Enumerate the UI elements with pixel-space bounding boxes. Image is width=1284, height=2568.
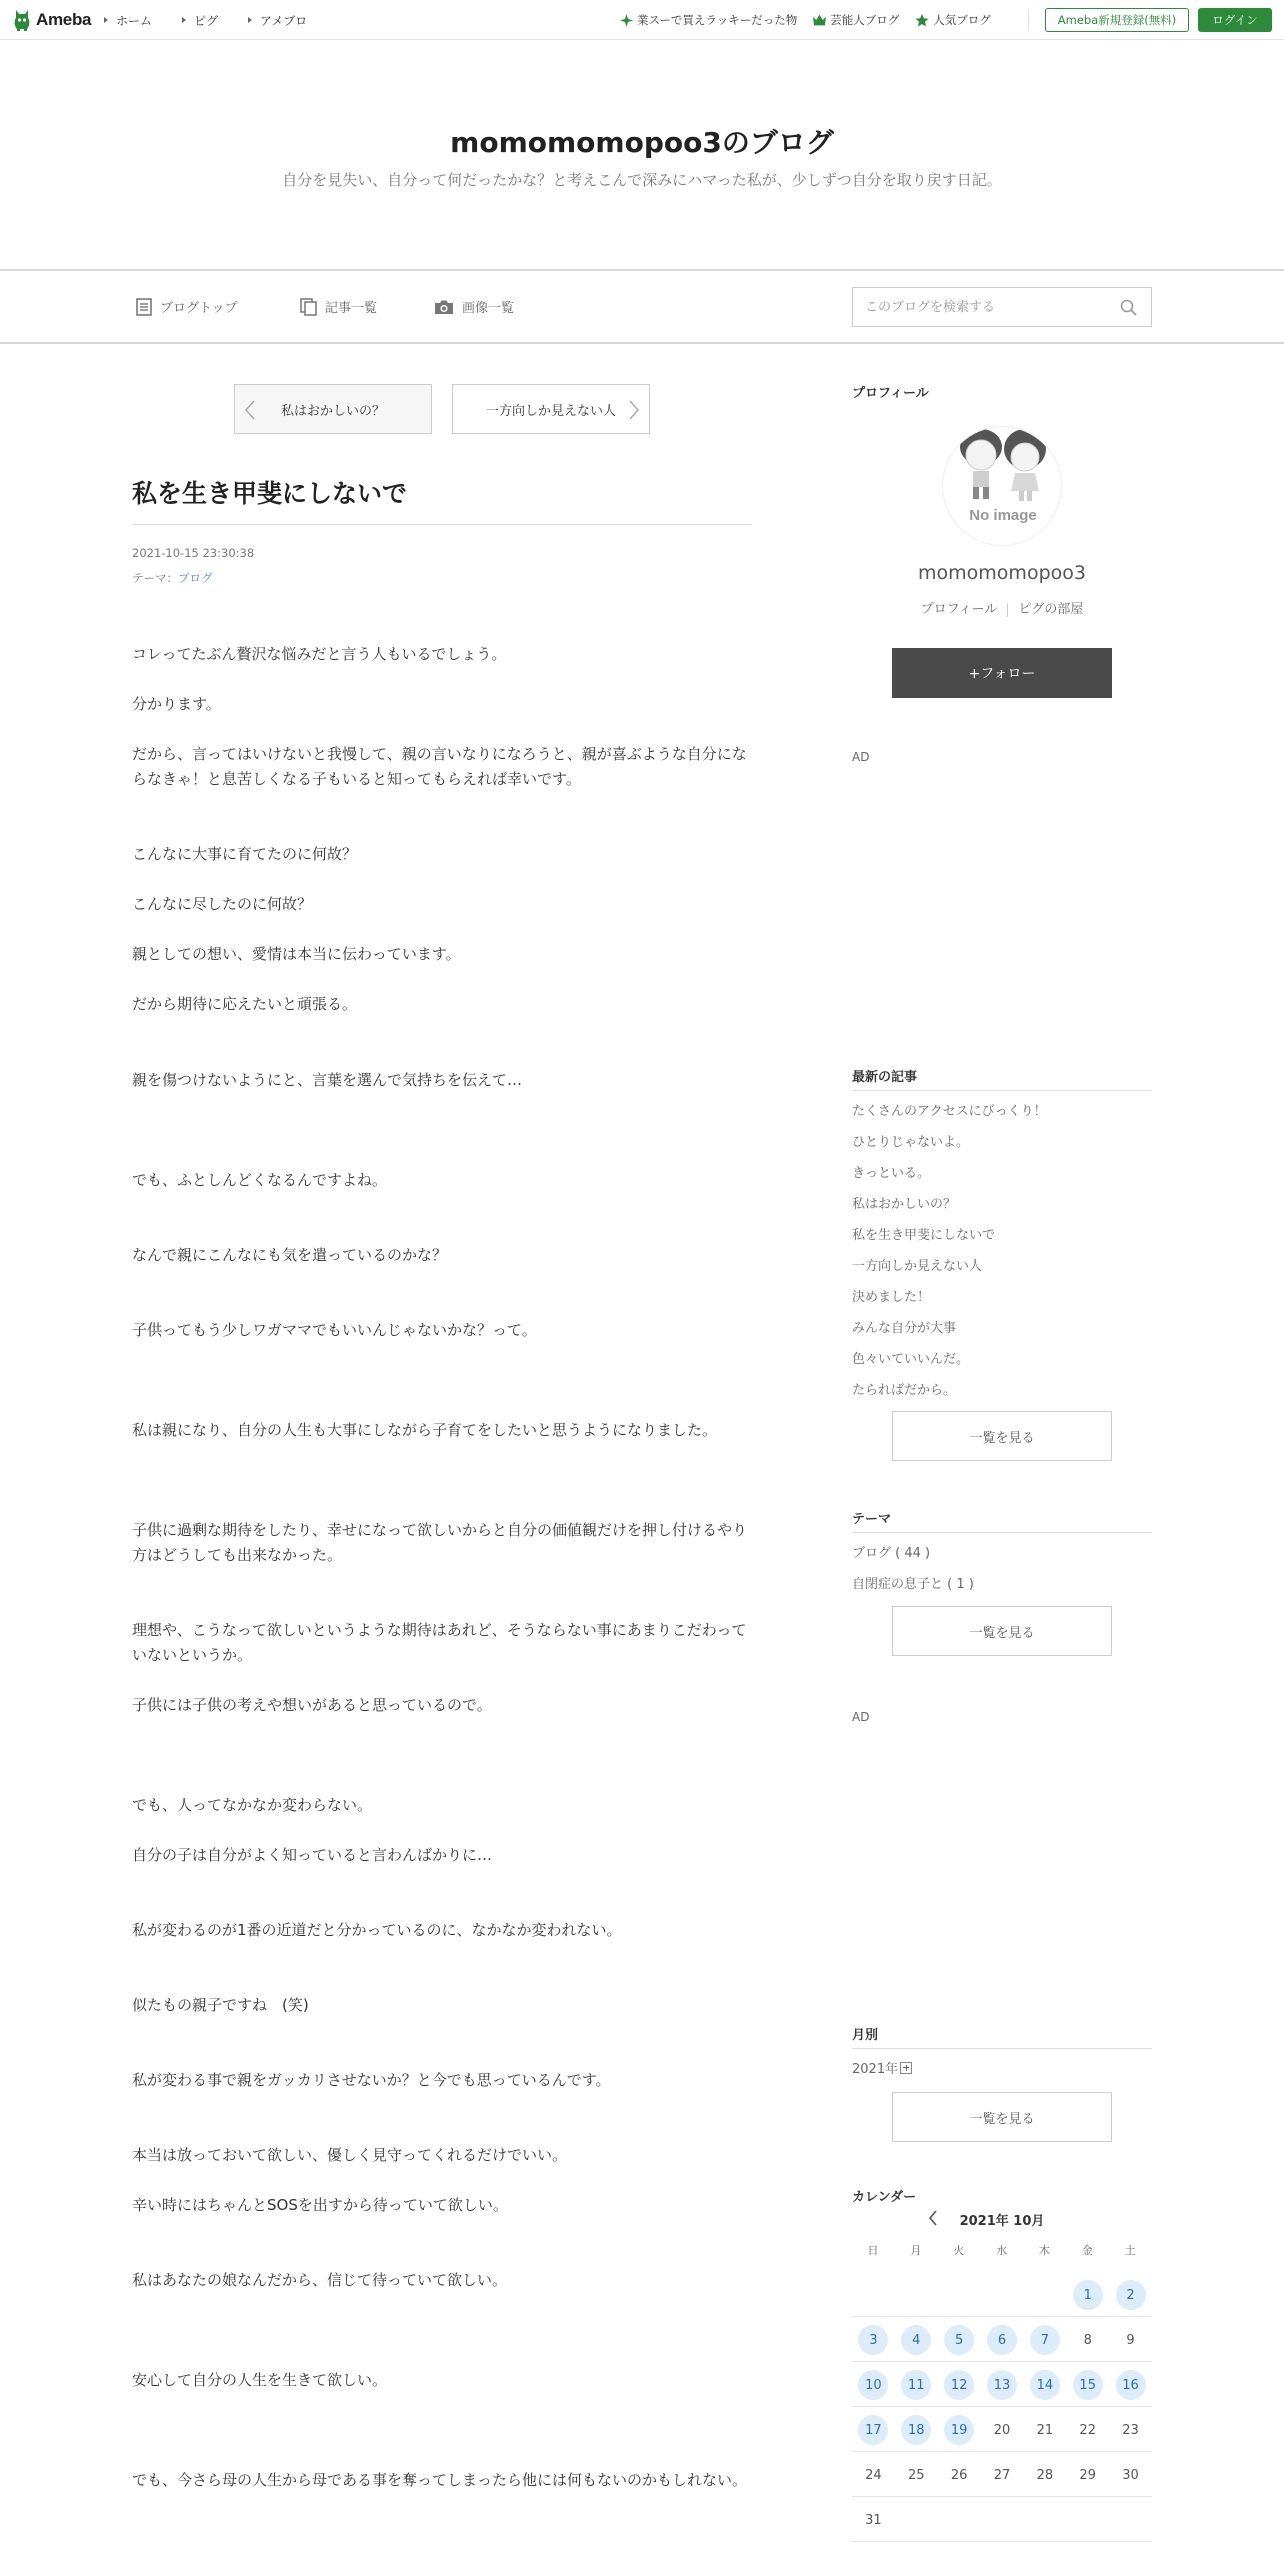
- article-paragraph: 辛い時にはちゃんとSOSを出すから待っていて欲しい。: [132, 2196, 508, 2214]
- expand-plus-icon: [900, 2062, 912, 2074]
- nav-ameblo-label: アメブロ: [260, 13, 308, 28]
- calendar-day: 26: [950, 2467, 968, 2483]
- global-nav: [104, 0, 337, 40]
- calendar-weekday: 月: [910, 2244, 922, 2257]
- theme-link[interactable]: 自閉症の息子と ( 1 ): [852, 1577, 974, 1592]
- blog-nav: [0, 269, 1284, 344]
- nav-ameblo-link[interactable]: [248, 12, 307, 29]
- nav-article-list-label: 記事一覧: [325, 301, 378, 316]
- article-paragraph: 親としての想い、愛情は本当に伝わっています。: [132, 945, 461, 963]
- follow-button[interactable]: +フォロー: [892, 648, 1112, 698]
- profile-name[interactable]: momomomopoo3: [918, 562, 1086, 584]
- article-paragraph: だから、言ってはいけないと我慢して、親の言いなりになろうと、親が喜ぶような自分にならなきゃ！と息苦しくなる子もいると知ってもらえれば幸いです。: [132, 745, 747, 788]
- blog-description: 自分を見失い、自分って何だったかな？と考えこんで深みにハマった私が、少しずつ自分を取り戻す日記。: [282, 171, 1002, 189]
- title-divider: [132, 524, 752, 525]
- article-paragraph: こんなに大事に育てたのに何故？: [132, 845, 358, 863]
- calendar-weekday: 火: [953, 2244, 965, 2257]
- star-icon: [915, 14, 929, 27]
- calendar-day-link[interactable]: 5: [944, 2325, 974, 2355]
- calendar-weekday: 日: [867, 2244, 879, 2257]
- no-image-avatar-icon: [943, 427, 1062, 546]
- profile-heading: プロフィール: [852, 386, 929, 401]
- article-theme-prefix: テーマ：: [132, 571, 178, 585]
- ad-label: AD: [852, 1710, 870, 1724]
- nav-image-list-label: 画像一覧: [462, 301, 515, 316]
- latest-article-link[interactable]: 私を生き甲斐にしないで: [852, 1228, 996, 1243]
- calendar-day: 30: [1122, 2467, 1139, 2483]
- calendar-day: 21: [1036, 2422, 1054, 2438]
- prev-article-label: 私はおかしいの？: [280, 403, 385, 419]
- latest-article-link[interactable]: ひとりじゃないよ。: [852, 1135, 970, 1150]
- calendar-day: 27: [993, 2467, 1011, 2483]
- ad-label: AD: [852, 750, 870, 764]
- calendar-heading: カレンダー: [852, 2190, 917, 2205]
- profile-link-separator: [1007, 603, 1008, 617]
- article-paragraph: 子供には子供の考えや想いがあると思っているので。: [132, 1696, 492, 1714]
- calendar-day-link[interactable]: 1: [1073, 2280, 1103, 2310]
- login-button[interactable]: ログイン: [1198, 8, 1272, 32]
- blog-title[interactable]: momomomopoo3のブログ: [450, 126, 834, 159]
- camera-icon: [434, 299, 454, 315]
- article-paragraph: 子供に過剰な期待をしたり、幸せになって欲しいからと自分の価値観だけを押し付けるやり方はどうしても出来なかった。: [132, 1521, 748, 1564]
- nav-image-list[interactable]: [434, 297, 514, 316]
- featured-links: [620, 0, 1007, 40]
- header-divider: [1028, 9, 1029, 31]
- profile-links: [852, 598, 1152, 617]
- monthly-heading: 月別: [852, 2028, 879, 2043]
- calendar-day-link[interactable]: 18: [901, 2415, 931, 2445]
- nav-home-label: ホーム: [116, 13, 153, 28]
- nav-blog-top[interactable]: [136, 297, 238, 316]
- featured-link-celebrity-label: 芸能人ブログ: [830, 13, 900, 27]
- chevron-left-icon: [245, 400, 255, 420]
- calendar-day: 25: [908, 2467, 925, 2483]
- calendar-row-divider: [852, 2316, 1152, 2317]
- ameba-logo[interactable]: [12, 8, 91, 32]
- prev-article-link[interactable]: [234, 384, 432, 434]
- calendar-day: 20: [993, 2422, 1011, 2438]
- calendar-weekday: 水: [996, 2244, 1008, 2257]
- latest-article-link[interactable]: 決めました！: [852, 1290, 931, 1305]
- calendar-day-link[interactable]: 17: [858, 2415, 888, 2445]
- next-article-label: 一方向しか見えない人: [485, 403, 616, 419]
- calendar-day: 31: [865, 2512, 882, 2528]
- article-paragraph: 自分の子は自分がよく知っていると言わんばかりに…: [132, 1846, 493, 1864]
- article-paragraph: こんなに尽したのに何故？: [132, 895, 313, 913]
- article-paragraph: 分かります。: [132, 695, 221, 713]
- theme-divider: [852, 1532, 1152, 1533]
- year-toggle[interactable]: [852, 2058, 912, 2077]
- calendar-day: 22: [1079, 2422, 1096, 2438]
- article-paragraph: でも、ふとしんどくなるんですよね。: [132, 1171, 388, 1189]
- featured-link-gyomu-label: 業スーで買えラッキーだった物: [637, 13, 798, 27]
- blog-search: [852, 287, 1152, 327]
- calendar-day: 8: [1083, 2332, 1092, 2348]
- calendar-day-link[interactable]: 7: [1030, 2325, 1060, 2355]
- article-paragraph: 親を傷つけないようにと、言葉を選んで気持ちを伝えて…: [132, 1071, 523, 1089]
- chevron-right-icon: [629, 400, 639, 420]
- article-theme-link[interactable]: ブログ: [178, 571, 213, 585]
- calendar-row-divider: [852, 2541, 1152, 2542]
- profile-link[interactable]: プロフィール: [920, 602, 998, 617]
- calendar-day: 24: [865, 2467, 882, 2483]
- ameba-logo-text: Ameba: [36, 10, 92, 29]
- article-paragraph: でも、今さら母の人生から母である事を奪ってしまったら他には何もないのかもしれない。: [132, 2471, 748, 2489]
- no-image-text: No image: [969, 507, 1037, 524]
- latest-article-link[interactable]: 色々いていいんだ。: [852, 1352, 970, 1367]
- calendar-row-divider: [852, 2451, 1152, 2452]
- calendar-day-link[interactable]: 11: [901, 2370, 931, 2400]
- nav-blog-top-label: ブログトップ: [160, 301, 238, 316]
- latest-article-link[interactable]: たらればだから。: [852, 1383, 957, 1398]
- article-paragraph: 私は親になり、自分の人生も大事にしながら子育てをしたいと思うようになりました。: [132, 1421, 718, 1439]
- monthly-divider: [852, 2048, 1152, 2049]
- global-header: [0, 0, 1284, 40]
- triangle-icon: [104, 17, 108, 23]
- document-icon: [136, 298, 152, 316]
- monthly-more-button[interactable]: 一覧を見る: [892, 2092, 1112, 2142]
- calendar-row-divider: [852, 2361, 1152, 2362]
- article-paragraph: 似たもの親子ですね (笑): [132, 1996, 309, 2014]
- triangle-icon: [248, 17, 252, 23]
- calendar-day-link[interactable]: 14: [1030, 2370, 1060, 2400]
- calendar-day: 29: [1079, 2467, 1096, 2483]
- calendar-day-link[interactable]: 6: [987, 2325, 1017, 2355]
- featured-link-popular[interactable]: [915, 12, 991, 28]
- article-paragraph: 安心して自分の人生を生きて欲しい。: [132, 2371, 388, 2389]
- latest-article-link[interactable]: 私はおかしいの？: [852, 1197, 957, 1212]
- copy-icon: [300, 298, 317, 316]
- calendar-row-divider: [852, 2406, 1152, 2407]
- calendar-day: 9: [1126, 2332, 1135, 2348]
- calendar-row-divider: [852, 2496, 1152, 2497]
- article-paragraph: でも、人ってなかなか変わらない。: [132, 1796, 373, 1814]
- calendar-weekday: 金: [1081, 2244, 1093, 2257]
- latest-more-button[interactable]: 一覧を見る: [892, 1411, 1112, 1461]
- nav-article-list[interactable]: [300, 297, 377, 316]
- theme-heading: テーマ: [852, 1512, 892, 1527]
- article-paragraph: コレってたぶん贅沢な悩みだと言う人もいるでしょう。: [132, 645, 507, 663]
- triangle-icon: [182, 17, 186, 23]
- avatar[interactable]: [942, 426, 1062, 546]
- article-title[interactable]: 私を生き甲斐にしないで: [132, 479, 408, 508]
- nav-pigg-label: ピグ: [194, 13, 219, 28]
- latest-article-link[interactable]: みんな自分が大事: [852, 1321, 957, 1336]
- next-article-link[interactable]: [452, 384, 650, 434]
- article-paragraph: なんで親にこんなにも気を遣っているのかな？: [132, 1246, 448, 1264]
- featured-link-popular-label: 人気ブログ: [933, 13, 991, 27]
- theme-more-button[interactable]: 一覧を見る: [892, 1606, 1112, 1656]
- latest-heading: 最新の記事: [852, 1070, 918, 1085]
- calendar-weekday: 土: [1124, 2244, 1136, 2257]
- blog-header: [0, 41, 1284, 269]
- theme-link[interactable]: ブログ ( 44 ): [852, 1546, 931, 1561]
- calendar-day-link[interactable]: 2: [1116, 2280, 1146, 2310]
- calendar-day-link[interactable]: 12: [944, 2370, 974, 2400]
- sparkle-icon: [620, 14, 633, 27]
- article-theme: [132, 570, 213, 586]
- nav-home-link[interactable]: [104, 12, 152, 29]
- latest-divider: [852, 1090, 1152, 1091]
- calendar-day-link[interactable]: 10: [858, 2370, 888, 2400]
- article-paragraph: 子供ってもう少しワガママでもいいんじゃないかな？って。: [132, 1321, 537, 1339]
- latest-article-link[interactable]: きっといる。: [852, 1166, 931, 1181]
- calendar-day: 23: [1122, 2422, 1139, 2438]
- search-icon[interactable]: [1120, 299, 1137, 316]
- ameba-logo-icon: [12, 8, 32, 32]
- blog-search-input[interactable]: [853, 288, 1103, 326]
- latest-article-link[interactable]: たくさんのアクセスにびっくり！: [852, 1104, 1047, 1119]
- article-date: 2021-10-15 23:30:38: [132, 546, 255, 560]
- article-paragraph: 私が変わるのが1番の近道だと分かっているのに、なかなか変われない。: [132, 1921, 622, 1939]
- featured-link-celebrity[interactable]: [813, 12, 899, 28]
- calendar-day-link[interactable]: 4: [901, 2325, 931, 2355]
- pig-room-link[interactable]: ピグの部屋: [1018, 602, 1084, 617]
- article-paragraph: 理想や、こうなって欲しいというような期待はあれど、そうならない事にあまりこだわっていないというか。: [132, 1621, 747, 1664]
- nav-pigg-link[interactable]: [182, 12, 218, 29]
- latest-article-link[interactable]: 一方向しか見えない人: [852, 1259, 983, 1274]
- calendar-day-link[interactable]: 3: [858, 2325, 888, 2355]
- article-paragraph: だから期待に応えたいと頑張る。: [132, 995, 358, 1013]
- article-paragraph: 本当は放っておいて欲しい、優しく見守ってくれるだけでいい。: [132, 2146, 568, 2164]
- register-button[interactable]: Ameba新規登録(無料): [1045, 8, 1189, 32]
- featured-link-gyomu[interactable]: [620, 12, 797, 28]
- calendar-day-link[interactable]: 13: [987, 2370, 1017, 2400]
- calendar-day-link[interactable]: 16: [1116, 2370, 1146, 2400]
- article-paragraph: 私が変わる事で親をガッカリさせないか？と今でも思っているんです。: [132, 2071, 611, 2089]
- calendar-weekday: 木: [1038, 2244, 1050, 2257]
- calendar-day-link[interactable]: 15: [1073, 2370, 1103, 2400]
- crown-icon: [813, 14, 826, 26]
- calendar-day-link[interactable]: 19: [944, 2415, 974, 2445]
- article-paragraph: 私はあなたの娘なんだから、信じて待っていて欲しい。: [132, 2271, 508, 2289]
- year-label: 2021年: [852, 2062, 899, 2077]
- calendar-month: 2021年 10月: [959, 2214, 1045, 2229]
- calendar-day: 28: [1036, 2467, 1054, 2483]
